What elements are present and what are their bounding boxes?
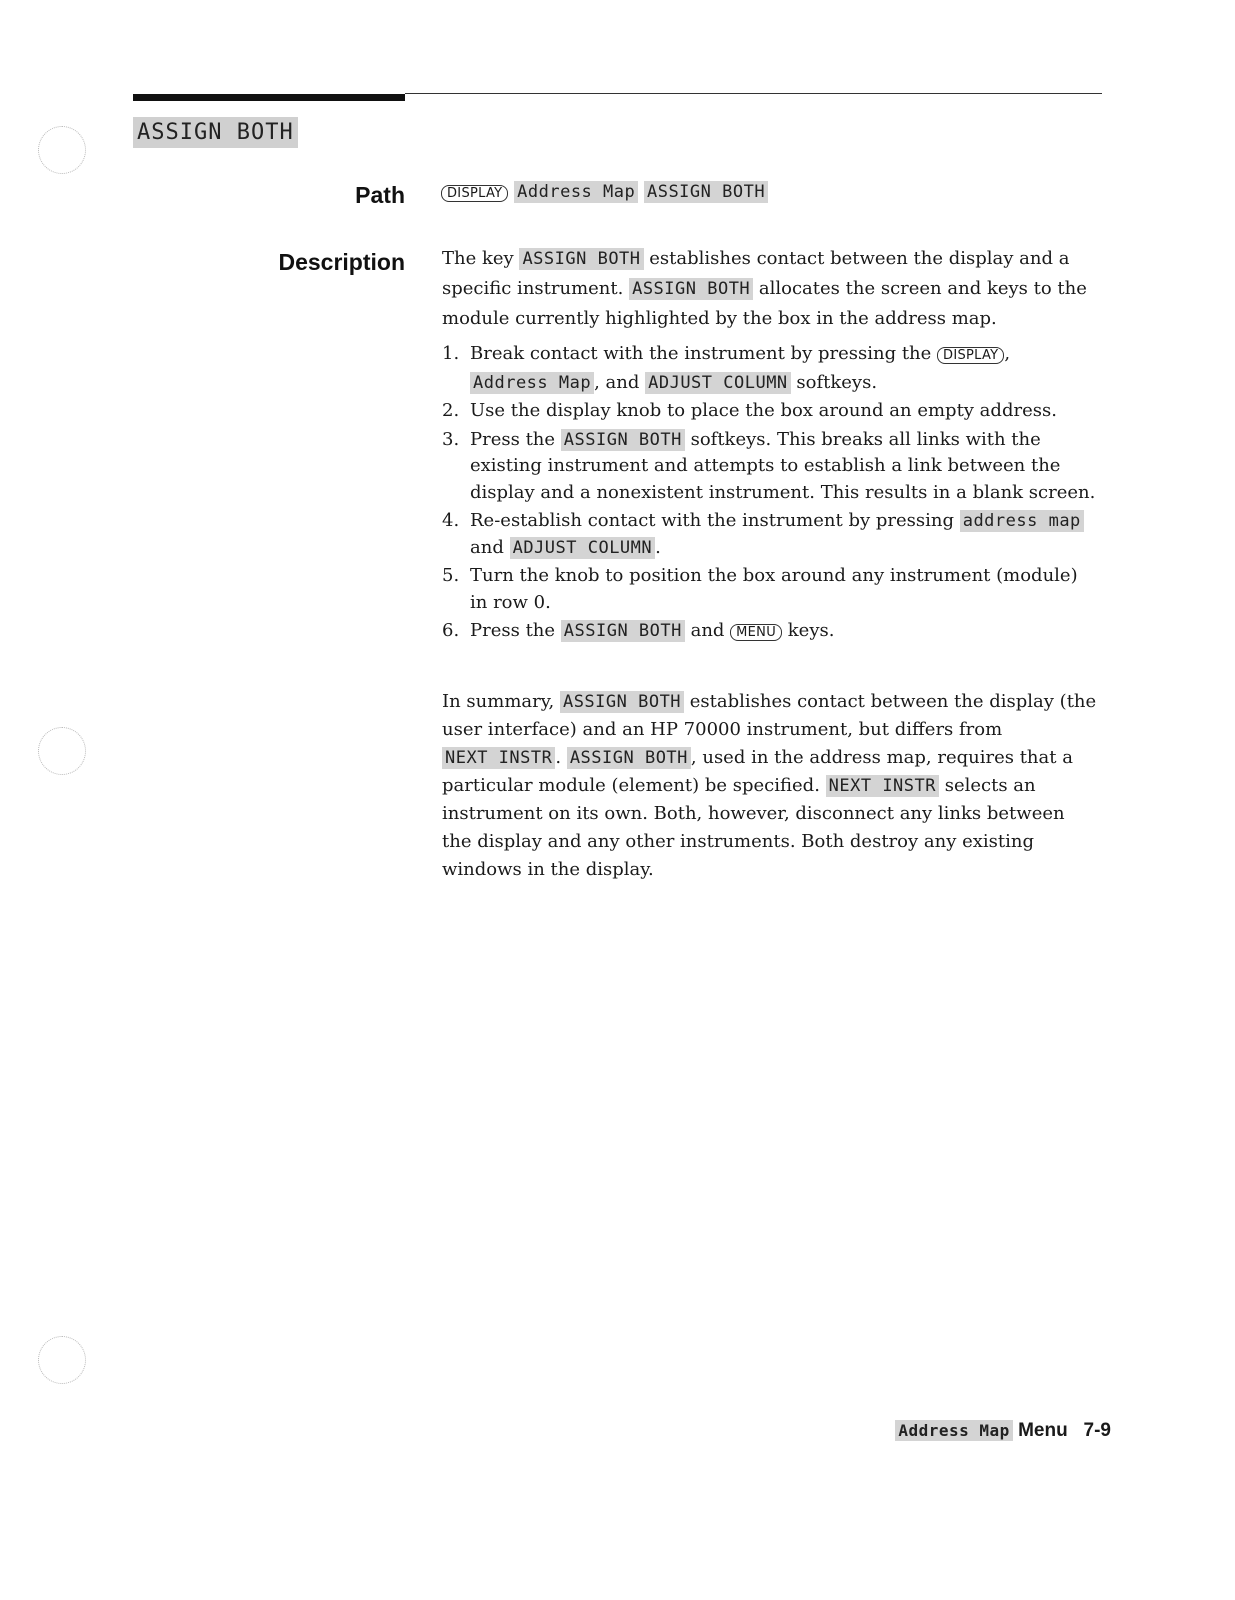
text-run: . [555,747,567,768]
text-run: keys. [782,620,835,641]
display-hardkey: DISPLAY [937,347,1004,364]
step-number: 3. [442,428,460,450]
display-hardkey: DISPLAY [441,185,508,202]
text-run: . [655,536,661,558]
punch-hole-middle [38,727,86,775]
assign-both-softkey: ASSIGN BOTH [560,691,684,713]
page-number: 7-9 [1083,1420,1111,1441]
text-run: The key [442,248,520,269]
next-instr-softkey: NEXT INSTR [442,747,555,769]
assign-both-softkey: ASSIGN BOTH [644,181,768,203]
assign-both-softkey: ASSIGN BOTH [629,278,753,300]
address-map-softkey: Address Map [514,181,638,203]
punch-hole-top [38,126,86,174]
text-run: Turn the knob to position the box around any instrument (module) in row 0. [470,565,1078,613]
header-rule-thick [133,94,405,101]
text-run: establishes contact between the display and a specific instrument. [442,248,1070,299]
list-item [442,508,1097,561]
step-number: 2. [442,400,460,421]
list-item [442,398,1097,425]
adjust-column-softkey: ADJUST COLUMN [510,537,656,559]
text-run: Press the [470,428,561,450]
path-sequence [441,181,768,202]
text-run: Use the display knob to place the box around an empty address. [470,400,1057,421]
adjust-column-softkey: ADJUST COLUMN [645,372,791,394]
summary-paragraph [442,688,1097,884]
punch-hole-bottom [38,1336,86,1384]
step-number: 5. [442,565,460,586]
path-label: Path [355,182,405,208]
menu-hardkey: MENU [730,624,782,641]
assign-both-softkey: ASSIGN BOTH [567,747,691,769]
text-run: , [1004,343,1011,364]
text-run: and [684,620,731,641]
list-item [442,341,1097,396]
text-run: softkeys. [790,371,878,393]
footer-section: Menu [1018,1420,1068,1441]
page-title: ASSIGN BOTH [133,117,298,148]
page-footer [895,1420,1111,1442]
description-label: Description [278,249,405,275]
text-run: establishes contact between the display (the user interface) and an HP 70000 instrument, but differs from [442,691,1097,740]
procedure-steps [442,341,1097,649]
text-run: , used in the address map, requires that a particular module (element) be specified. [442,747,1073,796]
step-number: 1. [442,343,460,364]
address-map-softkey: address map [960,510,1084,532]
footer-softkey: Address Map [895,1420,1012,1441]
text-run: Re-establish contact with the instrument by pressing [470,510,960,531]
header-rule-thin [405,93,1102,94]
assign-both-softkey: ASSIGN BOTH [561,620,685,642]
list-item [442,618,1097,647]
text-run: softkeys. This breaks all links with the existing instrument and attempts to establish a link between the display and a nonexistent instrument. This results in a blank screen. [470,428,1096,503]
text-run: and [470,536,510,558]
step-number: 6. [442,620,460,641]
text-run: Press the [470,620,561,641]
address-map-softkey: Address Map [470,372,594,394]
text-run: In summary, [442,691,560,712]
list-item [442,563,1097,616]
step-number: 4. [442,510,460,531]
text-run: allocates the screen and keys to the module currently highlighted by the box in the address map. [442,278,1087,329]
description-paragraph [442,244,1097,334]
assign-both-softkey: ASSIGN BOTH [561,429,685,451]
next-instr-softkey: NEXT INSTR [826,775,939,797]
text-run: Break contact with the instrument by pressing the [470,343,938,364]
list-item [442,427,1097,507]
text-run: selects an instrument on its own. Both, however, disconnect any links between the display and any other instruments. Both destroy any existing windows in the display. [442,775,1065,880]
text-run: , and [594,371,646,393]
assign-both-softkey: ASSIGN BOTH [519,248,643,270]
